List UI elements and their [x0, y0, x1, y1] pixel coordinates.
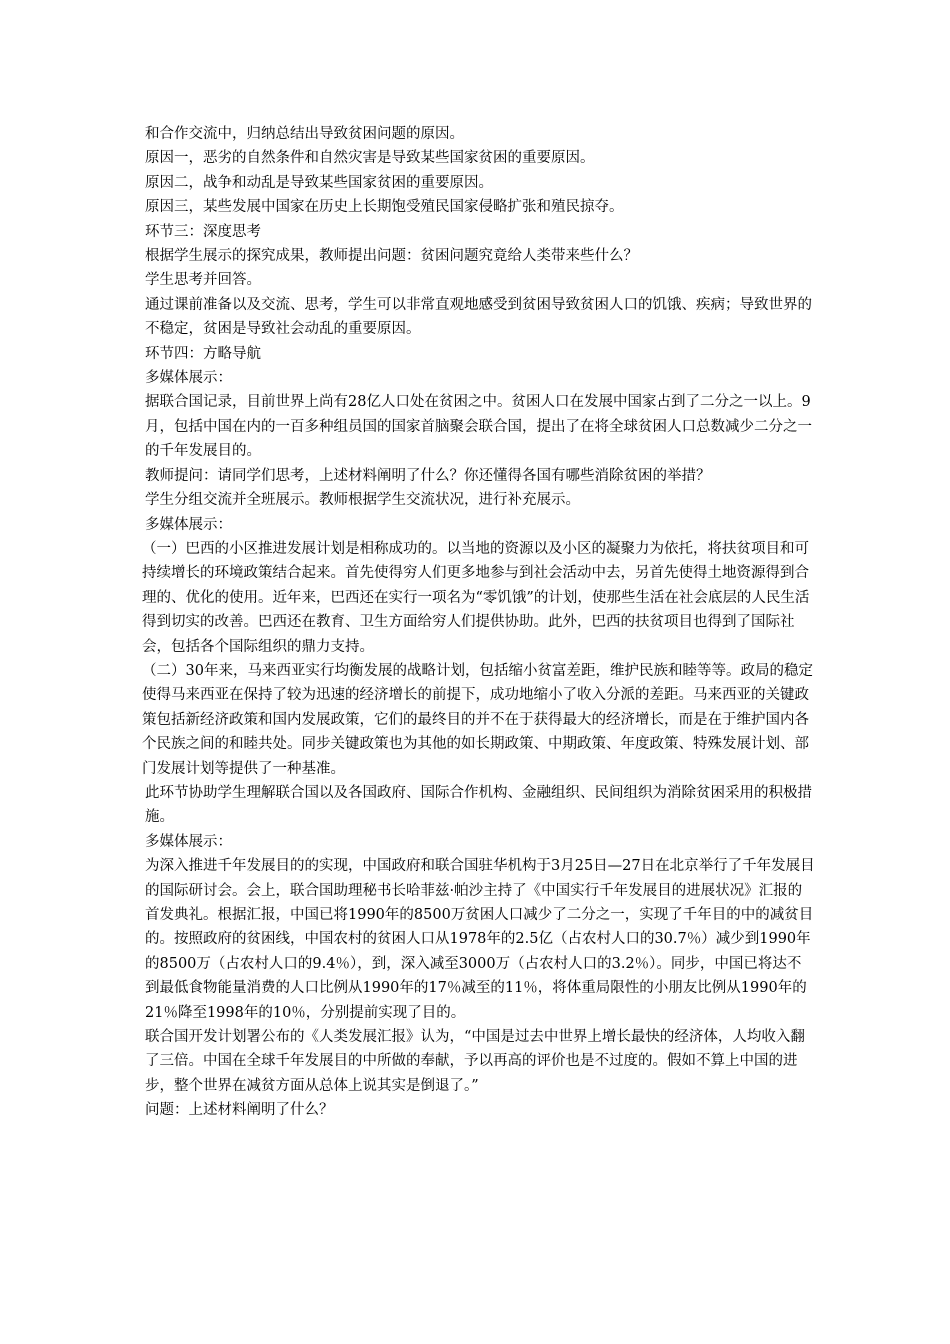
- paragraph-undp-report: 联合国开发计划署公布的《人类发展汇报》认为，“中国是过去中世界上增长最快的经济体，人均收入翻了三倍。中国在全球千年发展目的中所做的奉献，予以再高的评价也是不过度的。假如不算上中国的进步，整个世界在减贫方面从总体上说其实是倒退了。”: [145, 1029, 805, 1094]
- document-body: [142, 122, 815, 1123]
- paragraph-reflection: 通过课前准备以及交流、思考，学生可以非常直观地感受到贫困导致贫困人口的饥饿、疾病；导致世界的不稳定，贫困是导致社会动乱的重要原因。: [145, 296, 812, 338]
- paragraph-multimedia-label: 多媒体展示：: [145, 370, 232, 387]
- paragraph-china-mdg: 为深入推进千年发展目的的实现，中国政府和联合国驻华机构于3月25日—27日在北京举行了千年发展目的国际研讨会。会上，联合国助理秘书长哈菲兹·帕沙主持了《中国实行千年发展目的进展状况》汇报的首发典礼。根据汇报，中国已将1990年的8500万贫困人口减少了二分之一，实现了千年目的中的减贫目的。按照政府的贫困线，中国农村的贫困人口从1978年的2.5亿（占农村人口的30.7％）减少到1990年的8500万（占农村人口的9.4％），到，深入减至3000万（占农村人口的3.2％）。同步，中国已将达不到最低食物能量消费的人口比例从1990年的17％减至的11％，将体重局限性的小朋友比例从1990年的21％降至1998年的10％，分别提前实现了目的。: [145, 858, 815, 1021]
- paragraph-teacher-ask: 教师提问：请同学们思考，上述材料阐明了什么？你还懂得各国有哪些消除贫困的举措？: [145, 467, 711, 484]
- paragraph-question: 问题：上述材料阐明了什么？: [145, 1102, 334, 1119]
- paragraph-teacher-question: 根据学生展示的探究成果，教师提出问题：贫困问题究竟给人类带来些什么？: [145, 248, 638, 265]
- paragraph-multimedia-label: 多媒体展示：: [145, 833, 232, 850]
- paragraph-malaysia: （二）30年来，马来西亚实行均衡发展的战略计划，包括缩小贫富差距，维护民族和睦等等。政局的稳定使得马来西亚在保持了较为迅速的经济增长的前提下，成功地缩小了收入分派的差距。马来西亚的关键政策包括新经济政策和国内发展政策，它们的最终目的并不在于获得最大的经济增长，而是在于维护国内各个民族之间的和睦共处。同步关键政策也为其他的如长期政策、中期政策、年度政策、特殊发展计划、部门发展计划等提供了一种基准。: [142, 662, 813, 777]
- paragraph-un-record: 据联合国记录，目前世界上尚有28亿人口处在贫困之中。贫困人口在发展中国家占到了二分之一以上。9月，包括中国在内的一百多种组员国的国家首脑聚会联合国，提出了在将全球贫困人口总数减少二分之一的千年发展目的。: [145, 394, 812, 460]
- paragraph-student-answer: 学生思考并回答。: [145, 272, 261, 289]
- section-heading-3: 环节三：深度思考: [145, 223, 261, 240]
- paragraph-section-purpose: 此环节协助学生理解联合国以及各国政府、国际合作机构、金融组织、民间组织为消除贫困采用的积极措施。: [145, 784, 812, 826]
- paragraph-cause-1: 原因一，恶劣的自然条件和自然灾害是导致某些国家贫困的重要原因。: [145, 150, 595, 167]
- paragraph-group-exchange: 学生分组交流并全班展示。教师根据学生交流状况，进行补充展示。: [145, 492, 580, 509]
- paragraph-cause-3: 原因三，某些发展中国家在历史上长期饱受殖民国家侵略扩张和殖民掠夺。: [145, 199, 624, 216]
- paragraph-cause-2: 原因二，战争和动乱是导致某些国家贫困的重要原因。: [145, 174, 493, 191]
- section-heading-4: 环节四：方略导航: [145, 345, 261, 362]
- paragraph-intro: 和合作交流中，归纳总结出导致贫困问题的原因。: [145, 126, 464, 142]
- paragraph-multimedia-label: 多媒体展示：: [145, 516, 232, 533]
- paragraph-brazil: （一）巴西的小区推进发展计划是相称成功的。以当地的资源以及小区的凝聚力为依托，将扶贫项目和可持续增长的环境政策结合起来。首先使得穷人们更多地参与到社会活动中去，另首先使得土地资源得到合理的、优化的使用。近年来，巴西还在实行一项名为“零饥饿”的计划，使那些生活在社会底层的人民生活得到切实的改善。巴西还在教育、卫生方面给穷人们提供协助。此外，巴西的扶贫项目也得到了国际社会，包括各个国际组织的鼎力支持。: [142, 540, 810, 655]
